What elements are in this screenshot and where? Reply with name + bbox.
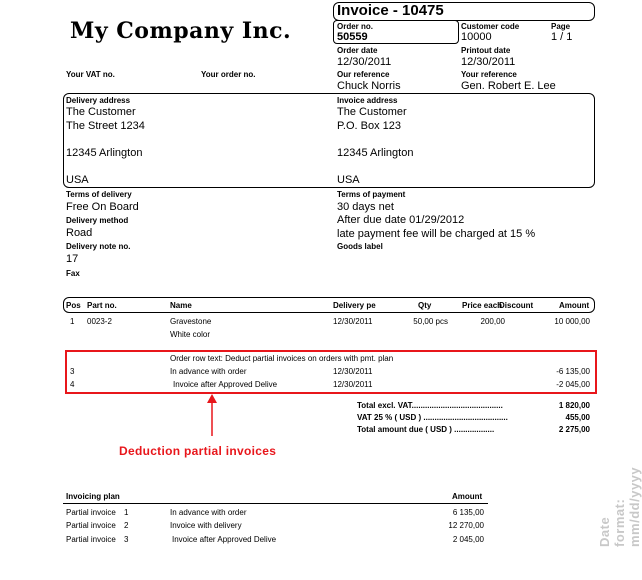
delivery-method-value: Road [66, 227, 93, 239]
invoicing-plan-amount-header: Amount [452, 492, 483, 501]
our-reference-label: Our reference [337, 70, 390, 79]
invoice-address-line: P.O. Box 123 [337, 120, 402, 132]
delivery-address-line: The Customer [66, 106, 136, 118]
total-due-value: 2 275,00 [558, 425, 590, 434]
row-name: Gravestone [170, 317, 212, 326]
your-reference-value: Gen. Robert E. Lee [461, 80, 556, 92]
plan-row-description: In advance with order [170, 508, 247, 517]
plan-row-number: 2 [124, 521, 129, 530]
total-due-label: Total amount due ( USD ) .................. [357, 425, 495, 434]
your-order-label: Your order no. [201, 70, 256, 79]
invoice-address-line: The Customer [337, 106, 407, 118]
row-amount: -6 135,00 [556, 367, 590, 376]
delivery-address-line: USA [66, 174, 89, 186]
delivery-address-label: Delivery address [66, 96, 131, 105]
row-name: In advance with order [170, 367, 247, 376]
plan-row-amount: 6 135,00 [452, 508, 484, 517]
order-no-value: 50559 [337, 31, 368, 43]
delivery-note-value: 17 [66, 253, 79, 265]
goods-label: Goods label [337, 242, 383, 251]
up-arrow-icon [205, 393, 219, 437]
terms-of-payment-label: Terms of payment [337, 190, 406, 199]
invoicing-plan-title: Invoicing plan [66, 492, 120, 501]
row-qty: 50,00 pcs [413, 317, 448, 326]
row-pos: 3 [70, 367, 75, 376]
late-fee-text: late payment fee will be charged at 15 % [337, 228, 536, 240]
col-qty-header: Qty [418, 301, 432, 310]
col-pos-header: Pos [66, 301, 81, 310]
terms-of-delivery-value: Free On Board [66, 201, 139, 213]
customer-code-value: 10000 [461, 31, 492, 43]
col-price-header: Price each [462, 301, 503, 310]
invoice-title: Invoice - 10475 [337, 2, 444, 19]
row-delivery: 12/30/2011 [333, 317, 373, 326]
delivery-address-line: 12345 Arlington [66, 147, 143, 159]
plan-row-number: 3 [124, 535, 129, 544]
row-part: 0023-2 [87, 317, 112, 326]
address-box [63, 93, 595, 188]
col-delivery-header: Delivery pe [333, 301, 376, 310]
date-format-watermark: Date format: mm/dd/yyyy [597, 466, 642, 547]
invoice-address-line: USA [337, 174, 360, 186]
row-amount: -2 045,00 [556, 380, 590, 389]
order-date-value: 12/30/2011 [337, 56, 392, 68]
order-row-text: Order row text: Deduct partial invoices on orders with pmt. plan [170, 354, 394, 363]
plan-row-amount: 2 045,00 [452, 535, 484, 544]
col-discount-header: Discount [499, 301, 534, 310]
delivery-method-label: Delivery method [66, 216, 129, 225]
plan-row-description: Invoice with delivery [170, 521, 242, 530]
total-excl-vat-value: 1 820,00 [558, 401, 590, 410]
row-price: 200,00 [480, 317, 505, 326]
col-amount-header: Amount [559, 301, 590, 310]
plan-row-amount: 12 270,00 [448, 521, 484, 530]
row-amount: 10 000,00 [554, 317, 590, 326]
deduction-annotation: Deduction partial invoices [119, 444, 277, 458]
payment-due-text: After due date 01/29/2012 [337, 214, 465, 226]
row-name-extra: White color [170, 330, 211, 339]
col-part-header: Part no. [87, 301, 117, 310]
row-delivery: 12/30/2011 [333, 367, 373, 376]
order-date-label: Order date [337, 46, 378, 55]
plan-row-description: Invoice after Approved Delive [172, 535, 277, 544]
row-name: Invoice after Approved Delive [173, 380, 278, 389]
col-name-header: Name [170, 301, 192, 310]
order-no-label: Order no. [337, 22, 374, 31]
customer-code-label: Customer code [461, 22, 520, 31]
delivery-note-label: Delivery note no. [66, 242, 131, 251]
page-label: Page [551, 22, 571, 31]
printout-date-label: Printout date [461, 46, 511, 55]
invoicing-plan-divider [63, 503, 488, 504]
terms-of-payment-value: 30 days net [337, 201, 394, 213]
invoice-address-label: Invoice address [337, 96, 398, 105]
invoice-address-line: 12345 Arlington [337, 147, 414, 159]
plan-row-label: Partial invoice [66, 508, 116, 517]
vat-value: 455,00 [565, 413, 590, 422]
printout-date-value: 12/30/2011 [461, 56, 516, 68]
plan-row-label: Partial invoice [66, 535, 116, 544]
fax-label: Fax [66, 269, 80, 278]
total-excl-vat-label: Total excl. VAT......................................... [357, 401, 503, 410]
row-delivery: 12/30/2011 [333, 380, 373, 389]
vat-label: VAT 25 % ( USD ) ...................................... [357, 413, 508, 422]
terms-of-delivery-label: Terms of delivery [66, 190, 132, 199]
page-value: 1 / 1 [551, 31, 573, 43]
row-pos: 4 [70, 380, 75, 389]
your-reference-label: Your reference [461, 70, 517, 79]
your-vat-label: Your VAT no. [66, 70, 115, 79]
our-reference-value: Chuck Norris [337, 80, 401, 92]
company-logo: My Company Inc. [70, 18, 292, 44]
plan-row-number: 1 [124, 508, 129, 517]
plan-row-label: Partial invoice [66, 521, 116, 530]
row-pos: 1 [70, 317, 75, 326]
delivery-address-line: The Street 1234 [66, 120, 145, 132]
